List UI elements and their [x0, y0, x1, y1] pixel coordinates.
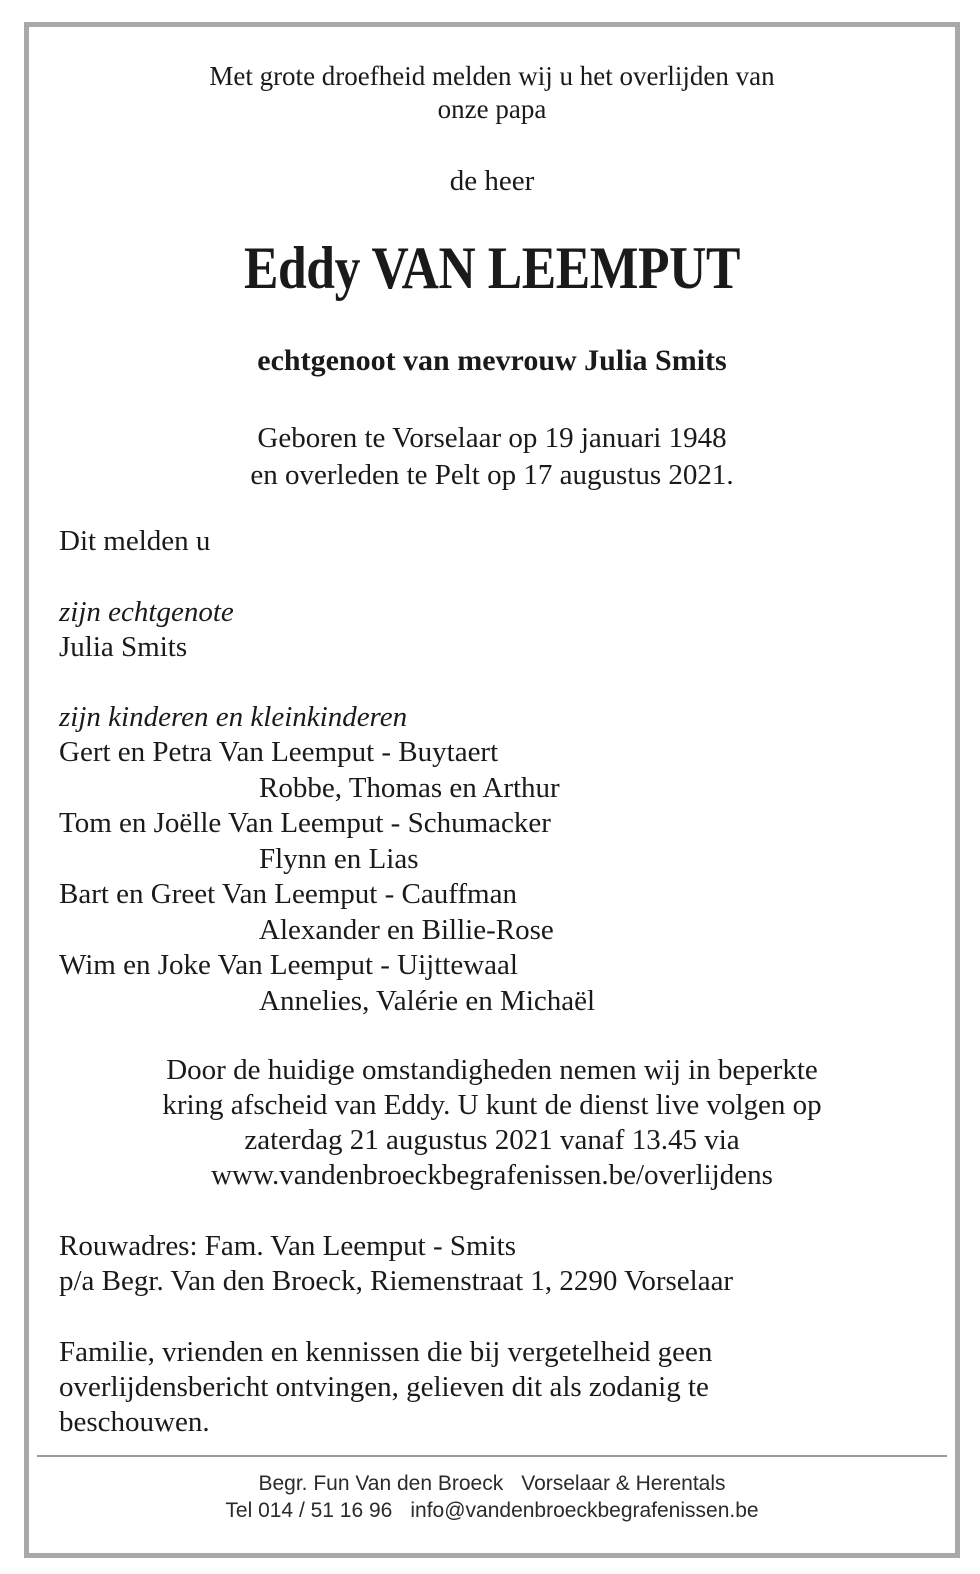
- family-parents: Wim en Joke Van Leemput - Uijttewaal: [59, 949, 518, 981]
- funeral-home-footer: [29, 1470, 955, 1524]
- notice-line-1: Door de huidige omstandigheden nemen wij in beperkte: [166, 1054, 818, 1086]
- family-grandchildren: Robbe, Thomas en Arthur: [259, 771, 560, 804]
- life-dates: [29, 420, 955, 494]
- intro-line-1: Met grote droefheid melden wij u het overlijden van: [209, 61, 775, 91]
- obituary-card: [24, 22, 960, 1558]
- death-line: en overleden te Pelt op 17 augustus 2021.: [250, 459, 734, 491]
- closing-line-3: beschouwen.: [59, 1406, 210, 1438]
- condolence-address: [59, 1229, 733, 1299]
- closing-line-1: Familie, vrienden en kennissen die bij vergetelheid geen: [59, 1336, 713, 1368]
- spouse-section-name: Julia Smits: [59, 631, 188, 663]
- spouse-section-label: zijn echtgenote: [59, 596, 234, 628]
- family-parents: Bart en Greet Van Leemput - Cauffman: [59, 878, 517, 910]
- closing-note: [59, 1335, 919, 1440]
- intro-text: [29, 60, 955, 126]
- spouse-line: echtgenoot van mevrouw Julia Smits: [257, 344, 727, 377]
- deceased-name: Eddy VAN LEEMPUT: [244, 235, 740, 301]
- funeral-home-email[interactable]: info@vandenbroeckbegrafenissen.be: [410, 1499, 759, 1522]
- funeral-home-name: Begr. Fun Van den Broeck: [258, 1472, 504, 1495]
- address-line-1: Rouwadres: Fam. Van Leemput - Smits: [59, 1230, 516, 1262]
- footer-line-2: [29, 1497, 955, 1524]
- family-grandchildren: Alexander en Billie-Rose: [259, 913, 554, 946]
- funeral-home-locations: Vorselaar & Herentals: [521, 1472, 726, 1495]
- footer-divider: [37, 1455, 947, 1457]
- address-line-2: p/a Begr. Van den Broeck, Riemenstraat 1, 2290 Vorselaar: [59, 1265, 734, 1297]
- closing-line-2: overlijdensbericht ontvingen, gelieven dit als zodanig te: [59, 1371, 709, 1403]
- family-parents: Tom en Joëlle Van Leemput - Schumacker: [59, 807, 551, 839]
- notice-line-3: zaterdag 21 augustus 2021 vanaf 13.45 via: [244, 1124, 740, 1156]
- birth-line: Geboren te Vorselaar op 19 januari 1948: [257, 422, 727, 454]
- honorific: de heer: [449, 165, 535, 197]
- obituary-content: [29, 27, 955, 1553]
- family-list: [59, 735, 939, 1019]
- announcers-intro: Dit melden u: [59, 525, 211, 557]
- intro-line-2: onze papa: [437, 94, 547, 124]
- footer-line-1: [29, 1470, 955, 1497]
- funeral-home-phone[interactable]: Tel 014 / 51 16 96: [225, 1499, 393, 1522]
- service-notice: [29, 1053, 955, 1193]
- family-grandchildren: Annelies, Valérie en Michaël: [259, 984, 596, 1017]
- family-parents: Gert en Petra Van Leemput - Buytaert: [59, 736, 499, 768]
- children-section-label: zijn kinderen en kleinkinderen: [59, 701, 408, 733]
- notice-line-2: kring afscheid van Eddy. U kunt de dienst live volgen op: [162, 1089, 822, 1121]
- notice-url[interactable]: www.vandenbroeckbegrafenissen.be/overlijdens: [211, 1159, 773, 1191]
- family-grandchildren: Flynn en Lias: [259, 842, 419, 875]
